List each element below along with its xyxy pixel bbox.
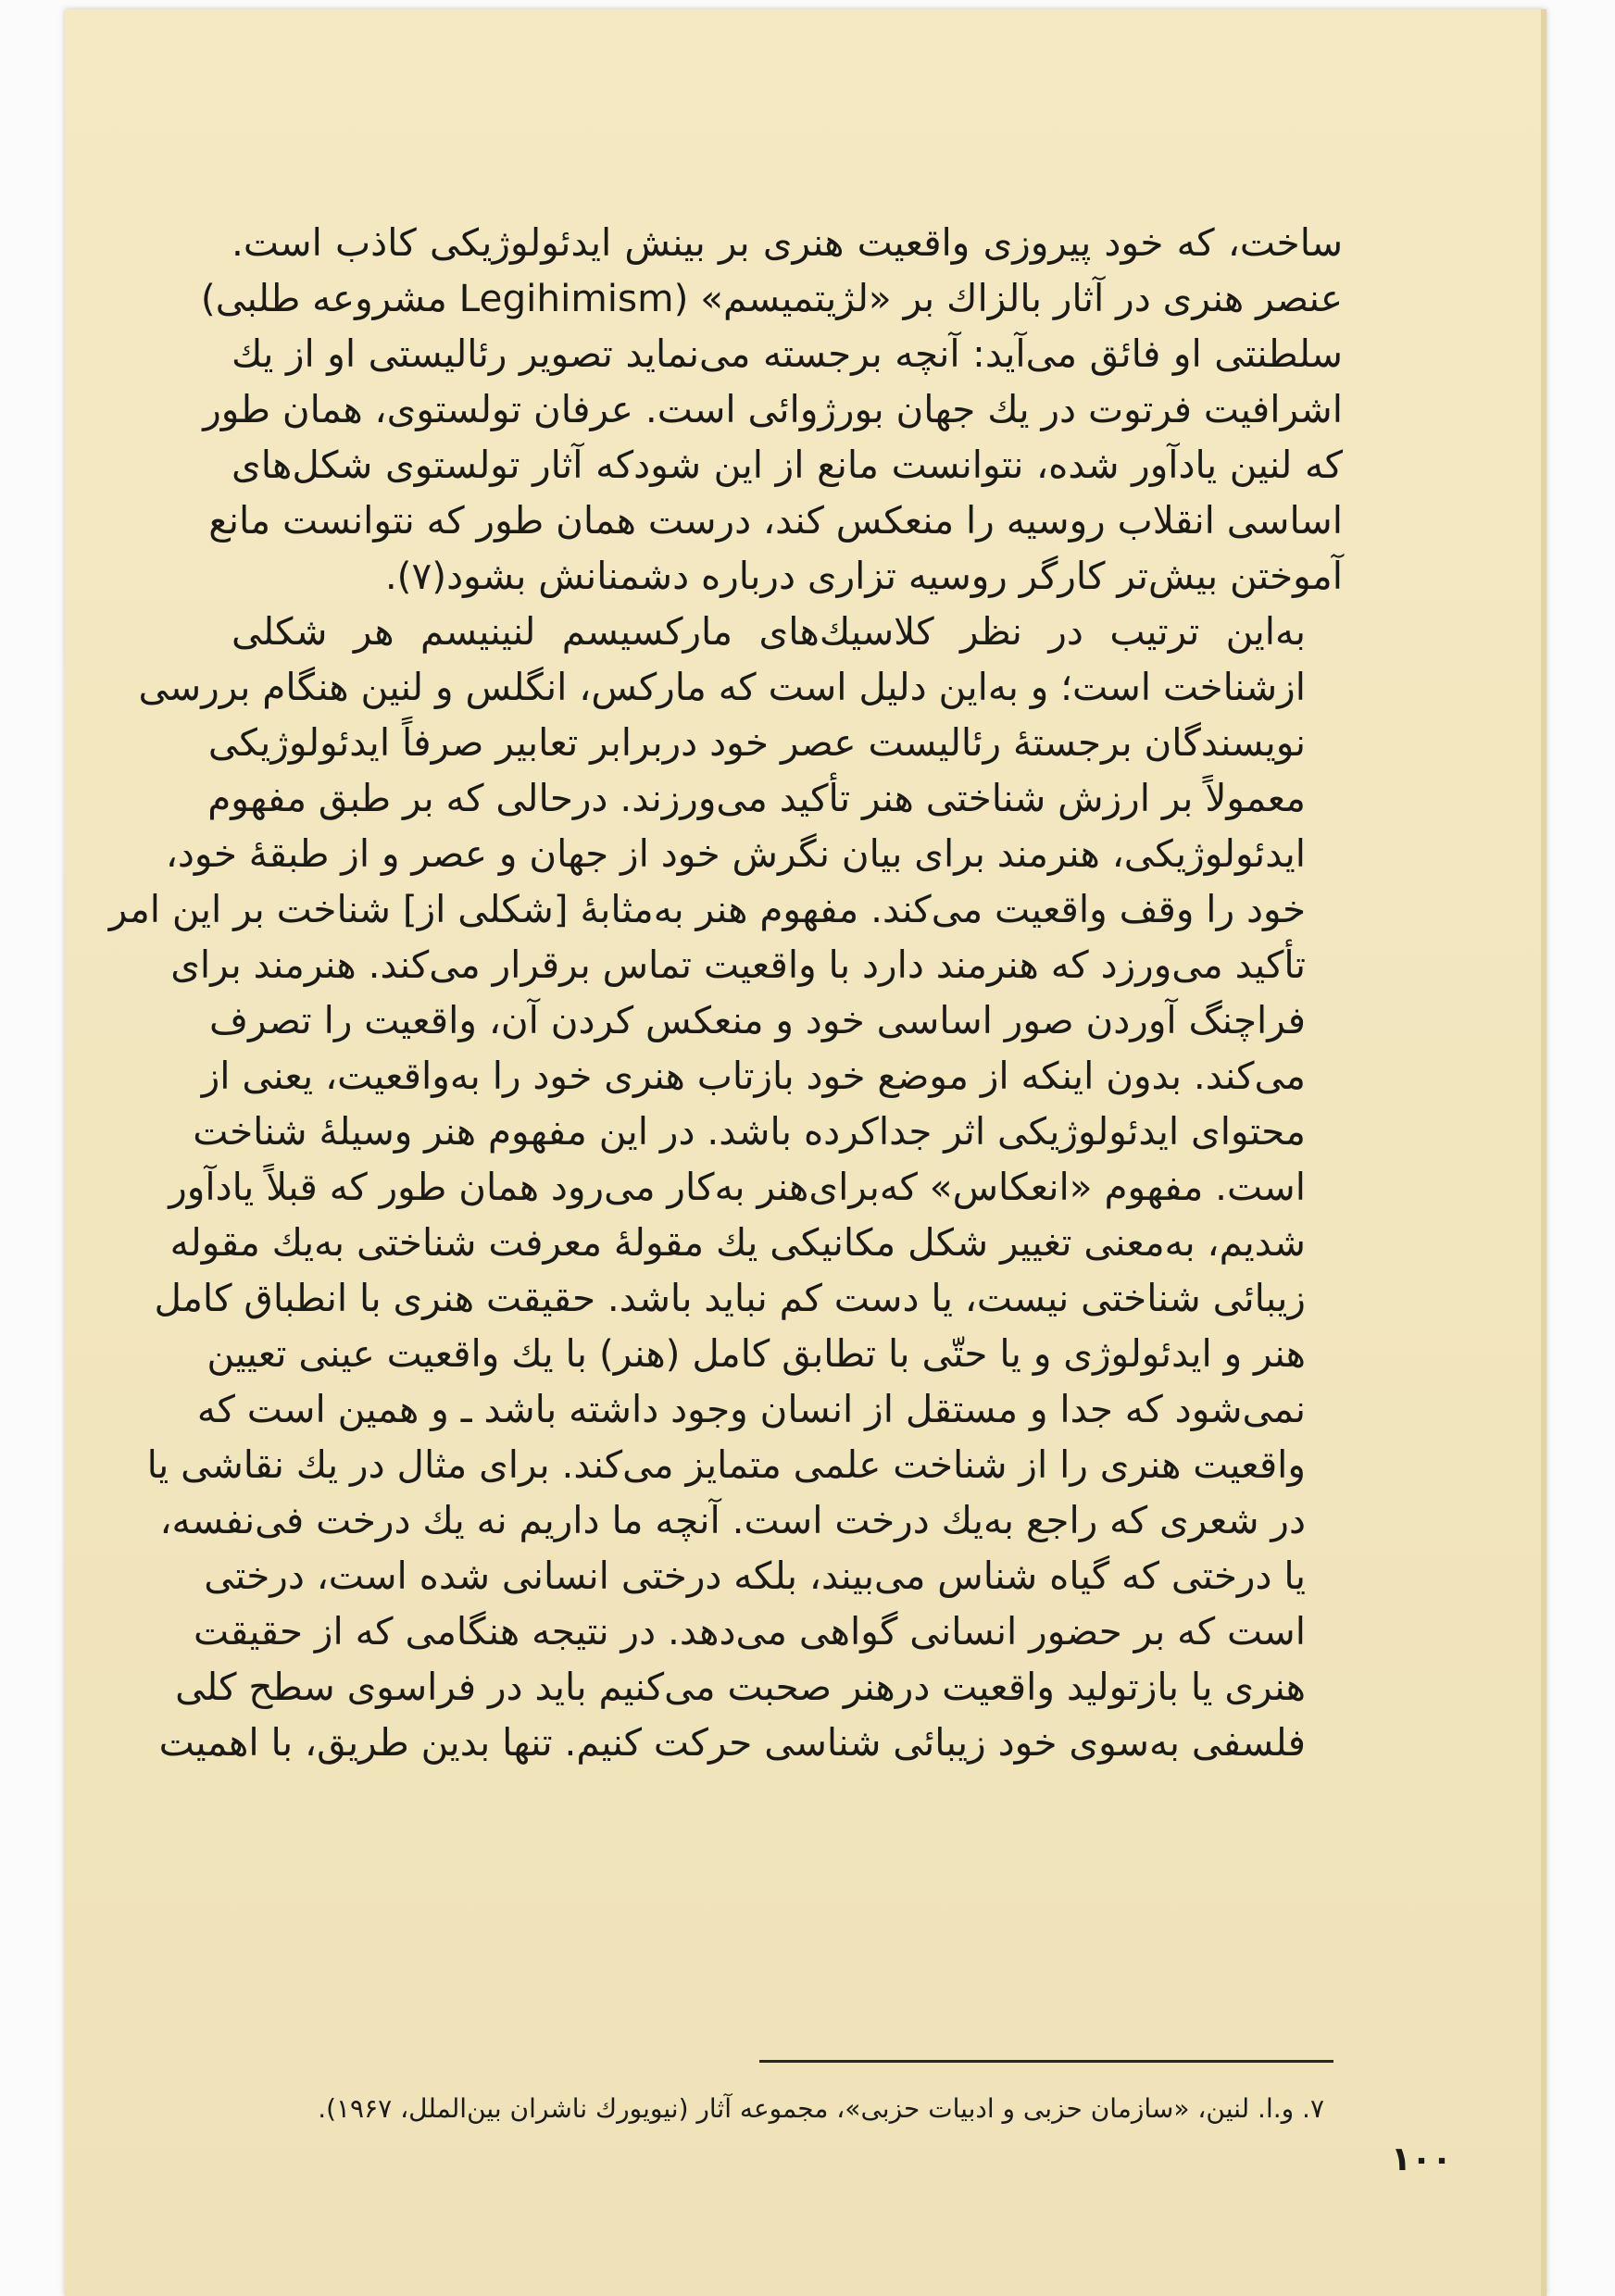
text-line: اساسی انقلاب روسیه را منعکس کند، درست همان طور که نتوانست مانع [208,498,1343,543]
text-line: نمی‌شود که جدا و مستقل از انسان وجود داشته باشد ـ و همین است که [196,1387,1306,1431]
footnote: ۷. و.ا. لنین، «سازمان حزبی و ادبیات حزبی»، مجموعه آثار (نیویورك ناشران بین‌الملل، ۱۹۶۷). [318,2093,1324,2124]
text-line: خود را وقف واقعیت می‌کند. مفهوم هنر به‌مثابهٔ [شکلی از] شناخت بر این امر [108,887,1306,931]
text-line: در شعری که راجع به‌یك درخت است. آنچه ما داریم نه یك درخت فی‌نفسه، [159,1498,1306,1542]
text-line: هنری یا بازتولید واقعیت درهنر صحبت می‌کنیم باید در فراسوی سطح کلی [175,1665,1306,1709]
footnote-divider [759,2060,1333,2063]
paragraph [200,215,1343,604]
text-line: واقعیت هنری را از شناخت علمی متمایز می‌کند. برای مثال در یك نقاشی یا [146,1442,1306,1487]
text-line: هنر و ایدئولوژی و یا حتّی با تطابق کامل (هنر) با یك واقعیت عینی تعیین [207,1331,1306,1376]
page-number: ۱۰۰ [1391,2140,1452,2178]
text-line: ایدئولوژیکی، هنرمند برای بیان نگرش خود از جهان و عصر و از طبقهٔ خود، [165,831,1306,876]
text-line: آموختن بیش‌تر کارگر روسیه تزاری درباره دشمنانش بشود(۷). [384,554,1343,598]
body-text [108,215,1343,1770]
text-line: ازشناخت است؛ و به‌این دلیل است که مارکس، انگلس و لنین هنگام بررسی [138,665,1306,709]
text-line: تأکید می‌ورزد که هنرمند دارد با واقعیت تماس برقرار می‌کند. هنرمند برای [170,942,1306,987]
text-line: می‌کند. بدون اینکه از موضع خود بازتاب هنری خود را به‌واقعیت، یعنی از [201,1054,1306,1098]
text-line: ساخت، که خود پیروزی واقعیت هنری بر بینش ایدئولوژیکی کاذب است. [232,220,1343,265]
paper-edge [1541,9,1546,2296]
text-line: زیبائی شناختی نیست، یا دست کم نباید باشد. حقیقت هنری با انطباق کامل [154,1276,1306,1320]
text-line: محتوای ایدئولوژیکی اثر جداکرده باشد. در این مفهوم هنر وسیلهٔ شناخت [193,1109,1306,1154]
paragraph [108,604,1343,1770]
text-line: یا درختی که گیاه شناس می‌بیند، بلکه درختی انسانی شده است، درختی [204,1554,1306,1598]
text-line: معمولاً بر ارزش شناختی هنر تأکید می‌ورزند. درحالی که بر طبق مفهوم [207,776,1306,820]
text-line: عنصر هنری در آثار بالزاك بر «لژیتمیسم» (Legihimism مشروعه طلبی) [200,276,1343,320]
text-line: اشرافیت فرتوت در یك جهان بورژوائی است. عرفان تولستوی، همان طور [203,387,1343,431]
text-line: سلطنتی او فائق می‌آید: آنچه برجسته می‌نماید تصویر رئالیستی او از یك [232,331,1343,376]
text-line: فلسفی به‌سوی خود زیبائی شناسی حرکت کنیم. تنها بدین طریق، با اهمیت [158,1720,1306,1765]
text-line: است که بر حضور انسانی گواهی می‌دهد. در نتیجه هنگامی که از حقیقت [194,1609,1306,1653]
text-line: به‌این ترتیب در نظر کلاسیك‌های مارکسیسم لنینیسم هر شکلی [232,609,1306,654]
text-line: که لنین یادآور شده، نتوانست مانع از این شودکه آثار تولستوی شکل‌های [232,443,1343,487]
text-line: است. مفهوم «انعکاس» که‌برای‌هنر به‌کار می‌رود همان طور که قبلاً یادآور [169,1165,1306,1209]
text-line: فراچنگ آوردن صور اساسی خود و منعکس کردن آن، واقعیت را تصرف [208,998,1306,1042]
text-line: نویسندگان برجستهٔ رئالیست عصر خود دربرابر تعابیر صرفاً ایدئولوژیکی [207,720,1306,765]
text-line: شدیم، به‌معنی تغییر شکل مکانیکی یك مقولهٔ معرفت شناختی به‌یك مقوله [169,1220,1306,1265]
